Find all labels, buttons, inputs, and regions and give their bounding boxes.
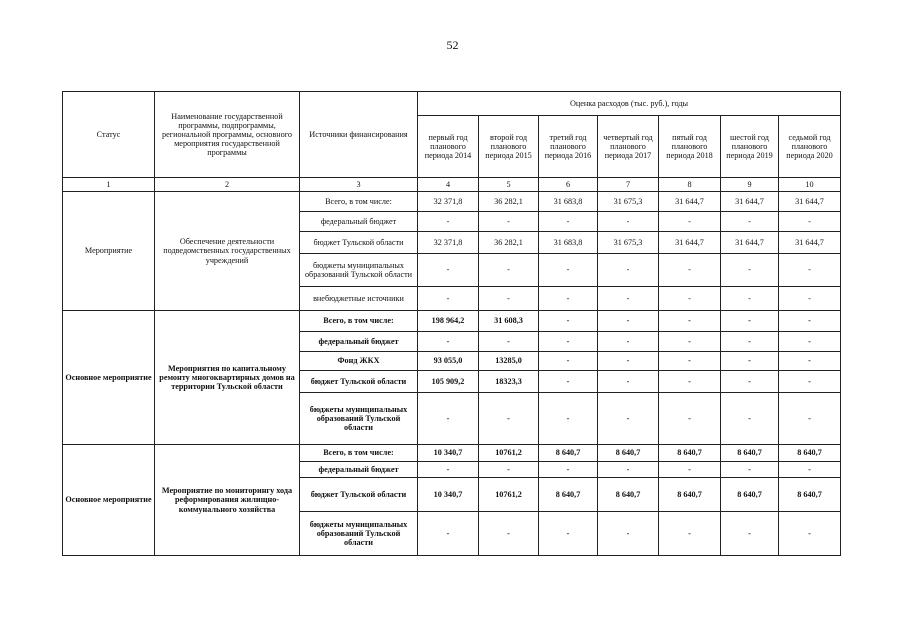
table-row — [63, 445, 841, 462]
value-cell: - — [479, 332, 539, 352]
row-status: Основное мероприятие — [63, 445, 155, 556]
value-cell: 36 282,1 — [479, 192, 539, 212]
value-cell: 31 644,7 — [779, 192, 841, 212]
value-cell: 32 371,8 — [418, 232, 479, 254]
header-sources: Источники финансирования — [300, 92, 418, 178]
value-cell: - — [721, 254, 779, 287]
column-number: 10 — [779, 178, 841, 192]
column-number: 1 — [63, 178, 155, 192]
value-cell: 8 640,7 — [721, 445, 779, 462]
row-name: Мероприятие по мониторингу хода реформирования жилищно-коммунального хозяйства — [155, 445, 300, 556]
value-cell: - — [539, 512, 598, 556]
value-cell: - — [659, 332, 721, 352]
value-cell: - — [779, 462, 841, 478]
value-cell: 31 683,8 — [539, 192, 598, 212]
source-cell: бюджеты муниципальных образований Тульской области — [300, 512, 418, 556]
value-cell: - — [598, 212, 659, 232]
value-cell: - — [598, 462, 659, 478]
value-cell: - — [659, 371, 721, 393]
value-cell: - — [479, 512, 539, 556]
value-cell: - — [598, 332, 659, 352]
header-status: Статус — [63, 92, 155, 178]
column-number: 5 — [479, 178, 539, 192]
column-number: 6 — [539, 178, 598, 192]
value-cell: - — [721, 352, 779, 371]
value-cell: - — [721, 371, 779, 393]
row-name: Обеспечение деятельности подведомственных государственных учреждений — [155, 192, 300, 311]
value-cell: - — [418, 332, 479, 352]
source-cell: федеральный бюджет — [300, 212, 418, 232]
column-number: 7 — [598, 178, 659, 192]
value-cell: - — [779, 352, 841, 371]
value-cell: - — [721, 287, 779, 311]
value-cell: - — [539, 254, 598, 287]
table-row — [63, 192, 841, 212]
value-cell: 31 675,3 — [598, 232, 659, 254]
header-year: седьмой год планового периода 2020 — [779, 116, 841, 178]
value-cell: - — [539, 287, 598, 311]
source-cell: Всего, в том числе: — [300, 192, 418, 212]
value-cell: - — [479, 254, 539, 287]
value-cell: 198 964,2 — [418, 311, 479, 332]
value-cell: - — [779, 512, 841, 556]
value-cell: - — [539, 212, 598, 232]
column-number: 8 — [659, 178, 721, 192]
row-status: Мероприятие — [63, 192, 155, 311]
header-year: первый год планового периода 2014 — [418, 116, 479, 178]
value-cell: - — [479, 393, 539, 445]
value-cell: 31 608,3 — [479, 311, 539, 332]
value-cell: 8 640,7 — [721, 478, 779, 512]
header-year: второй год планового периода 2015 — [479, 116, 539, 178]
value-cell: - — [659, 254, 721, 287]
value-cell: 8 640,7 — [779, 445, 841, 462]
value-cell: - — [479, 287, 539, 311]
value-cell: - — [539, 352, 598, 371]
value-cell: - — [659, 287, 721, 311]
value-cell: 31 644,7 — [779, 232, 841, 254]
value-cell: - — [721, 212, 779, 232]
value-cell: - — [418, 287, 479, 311]
value-cell: 8 640,7 — [779, 478, 841, 512]
value-cell: - — [721, 512, 779, 556]
value-cell: - — [779, 254, 841, 287]
header-year: шестой год планового периода 2019 — [721, 116, 779, 178]
value-cell: - — [539, 393, 598, 445]
value-cell: - — [779, 287, 841, 311]
row-status: Основное мероприятие — [63, 311, 155, 445]
value-cell: 10 340,7 — [418, 445, 479, 462]
source-cell: федеральный бюджет — [300, 332, 418, 352]
budget-table — [62, 91, 841, 556]
column-number: 3 — [300, 178, 418, 192]
value-cell: - — [659, 512, 721, 556]
value-cell: 31 644,7 — [721, 192, 779, 212]
header-row-top — [63, 92, 841, 116]
table-row — [63, 311, 841, 332]
value-cell: - — [779, 371, 841, 393]
value-cell: 31 644,7 — [659, 192, 721, 212]
column-number-row — [63, 178, 841, 192]
value-cell: - — [779, 311, 841, 332]
value-cell: 8 640,7 — [598, 445, 659, 462]
value-cell: 18323,3 — [479, 371, 539, 393]
value-cell: - — [598, 393, 659, 445]
column-number: 4 — [418, 178, 479, 192]
value-cell: - — [659, 462, 721, 478]
value-cell: - — [779, 332, 841, 352]
value-cell: - — [539, 371, 598, 393]
header-name: Наименование государственной программы, подпрограммы, региональной программы, основного мероприятия государственной программы — [155, 92, 300, 178]
source-cell: бюджет Тульской области — [300, 371, 418, 393]
source-cell: бюджет Тульской области — [300, 478, 418, 512]
column-number: 9 — [721, 178, 779, 192]
value-cell: 13285,0 — [479, 352, 539, 371]
value-cell: - — [598, 371, 659, 393]
source-cell: федеральный бюджет — [300, 462, 418, 478]
value-cell: - — [721, 393, 779, 445]
value-cell: 31 675,3 — [598, 192, 659, 212]
value-cell: - — [659, 393, 721, 445]
value-cell: - — [418, 254, 479, 287]
value-cell: - — [598, 311, 659, 332]
source-cell: Всего, в том числе: — [300, 445, 418, 462]
value-cell: 8 640,7 — [659, 445, 721, 462]
value-cell: - — [479, 462, 539, 478]
value-cell: - — [721, 332, 779, 352]
value-cell: 31 644,7 — [659, 232, 721, 254]
source-cell: внебюджетные источники — [300, 287, 418, 311]
source-cell: Всего, в том числе: — [300, 311, 418, 332]
header-year: пятый год планового периода 2018 — [659, 116, 721, 178]
value-cell: - — [418, 462, 479, 478]
value-cell: 8 640,7 — [598, 478, 659, 512]
column-number: 2 — [155, 178, 300, 192]
source-cell: Фонд ЖКХ — [300, 352, 418, 371]
header-estimate: Оценка расходов (тыс. руб.), годы — [418, 92, 841, 116]
value-cell: - — [779, 212, 841, 232]
value-cell: - — [598, 287, 659, 311]
value-cell: - — [418, 512, 479, 556]
value-cell: 36 282,1 — [479, 232, 539, 254]
value-cell: - — [418, 212, 479, 232]
page-number: 52 — [446, 38, 459, 52]
value-cell: 8 640,7 — [539, 445, 598, 462]
source-cell: бюджет Тульской области — [300, 232, 418, 254]
value-cell: 93 055,0 — [418, 352, 479, 371]
value-cell: - — [659, 311, 721, 332]
value-cell: - — [539, 332, 598, 352]
value-cell: 32 371,8 — [418, 192, 479, 212]
value-cell: 105 909,2 — [418, 371, 479, 393]
value-cell: - — [598, 254, 659, 287]
row-name: Мероприятия по капитальному ремонту многоквартирных домов на территории Тульской области — [155, 311, 300, 445]
value-cell: - — [659, 352, 721, 371]
source-cell: бюджеты муниципальных образований Тульской области — [300, 393, 418, 445]
value-cell: - — [598, 352, 659, 371]
header-year: третий год планового периода 2016 — [539, 116, 598, 178]
value-cell: 8 640,7 — [659, 478, 721, 512]
value-cell: - — [721, 462, 779, 478]
value-cell: 10761,2 — [479, 445, 539, 462]
value-cell: - — [779, 393, 841, 445]
value-cell: - — [418, 393, 479, 445]
value-cell: - — [721, 311, 779, 332]
value-cell: - — [539, 311, 598, 332]
value-cell: 31 683,8 — [539, 232, 598, 254]
value-cell: - — [479, 212, 539, 232]
value-cell: - — [539, 462, 598, 478]
header-year: четвертый год планового периода 2017 — [598, 116, 659, 178]
value-cell: 10761,2 — [479, 478, 539, 512]
value-cell: - — [598, 512, 659, 556]
value-cell: 31 644,7 — [721, 232, 779, 254]
value-cell: - — [659, 212, 721, 232]
value-cell: 10 340,7 — [418, 478, 479, 512]
source-cell: бюджеты муниципальных образований Тульской области — [300, 254, 418, 287]
value-cell: 8 640,7 — [539, 478, 598, 512]
